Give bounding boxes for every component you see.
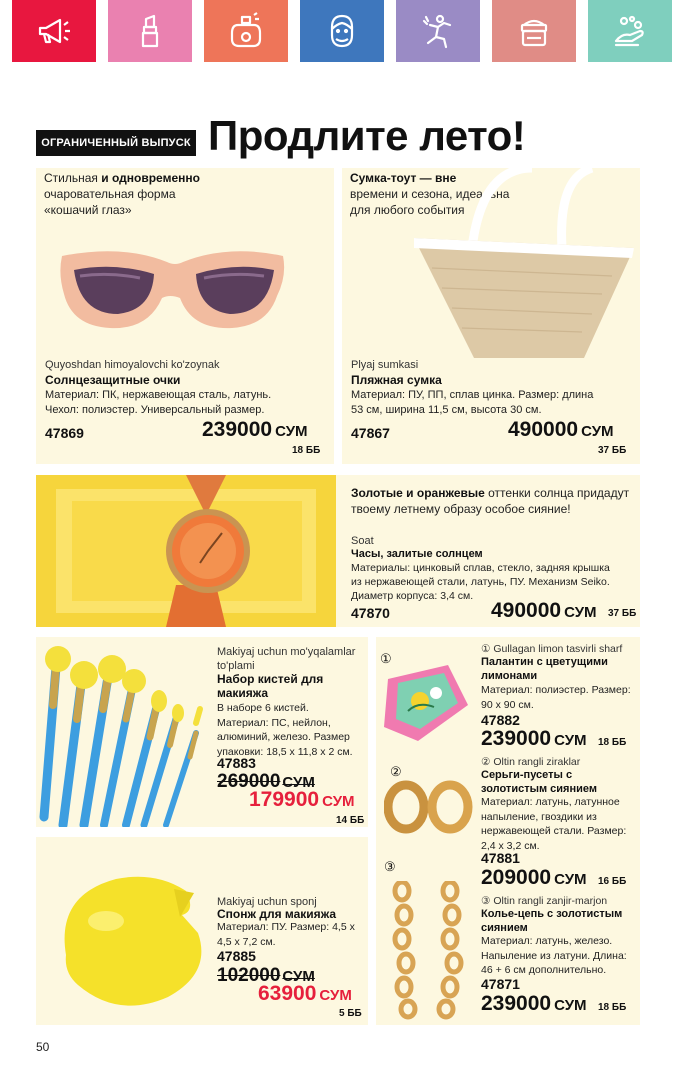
product-desc: Материал: латунь, латунное напыление, гвоздики из нержавеющей стали. Размер: 2,4 х 3,2 см. bbox=[481, 796, 627, 852]
product-local-name: Quyoshdan himoyalovchi ko'zoynak bbox=[45, 359, 220, 371]
wellness-figure-icon bbox=[418, 11, 458, 51]
cream-jar-icon bbox=[514, 11, 554, 51]
tab-makeup[interactable] bbox=[108, 0, 192, 62]
product-name: Набор кистей для макияжа bbox=[217, 672, 324, 700]
product-code: 47869 bbox=[45, 425, 84, 441]
tab-wellness[interactable] bbox=[396, 0, 480, 62]
product-local-name: Makiyaj uchun mo'yqalamlar to'plami bbox=[217, 646, 356, 672]
megaphone-icon bbox=[34, 11, 74, 51]
item-marker: ③ bbox=[384, 859, 396, 874]
product-points: 5 ББ bbox=[339, 1008, 362, 1019]
product-card-watch[interactable] bbox=[36, 475, 640, 627]
product-points: 37 ББ bbox=[598, 445, 627, 456]
page-title: Продлите лето! bbox=[208, 112, 526, 159]
watch-illustration bbox=[36, 475, 336, 627]
product-card-sunglasses[interactable] bbox=[36, 168, 334, 464]
earrings-image bbox=[384, 779, 474, 839]
product-card-beach-bag[interactable] bbox=[342, 168, 640, 464]
product-code: 47885 bbox=[217, 948, 256, 964]
product-points: 37 ББ bbox=[608, 608, 637, 619]
category-tabs bbox=[0, 0, 684, 62]
product-code: 47881 bbox=[481, 850, 520, 866]
product-desc: Материал: ПУ. Размер: 4,5 х 4,5 х 7,2 см. bbox=[217, 921, 355, 948]
product-old-price: 269000 СУМ bbox=[217, 771, 315, 792]
product-points: 16 ББ bbox=[598, 876, 627, 887]
item-marker: ② bbox=[390, 764, 402, 779]
tab-men[interactable] bbox=[300, 0, 384, 62]
promo-text: Сумка-тоут — вне времени и сезона, идеальна для любого события bbox=[350, 171, 510, 217]
product-name: Палантин с цветущими лимонами bbox=[481, 656, 608, 682]
product-local-name: Plyaj sumkasi bbox=[351, 359, 419, 371]
product-price: 239000 СУМ bbox=[202, 418, 308, 441]
product-local-name: ③ Oltin rangli zanjir-marjon bbox=[481, 895, 608, 907]
brush-set-image bbox=[36, 637, 214, 827]
product-name: Спонж для макияжа bbox=[217, 907, 337, 921]
product-local-name: Soat bbox=[351, 535, 374, 547]
product-price: 239000 СУМ bbox=[481, 727, 587, 750]
product-card-brush-set[interactable] bbox=[36, 637, 368, 827]
product-code: 47870 bbox=[351, 605, 390, 621]
sunglasses-image bbox=[56, 238, 286, 348]
product-old-price: 102000 СУМ bbox=[217, 965, 315, 986]
product-sale-price: 179900 СУМ bbox=[249, 788, 355, 811]
product-desc: Материал: полиэстер. Размер: 90 х 90 см. bbox=[481, 684, 631, 711]
lipstick-icon bbox=[130, 11, 170, 51]
product-sale-price: 63900 СУМ bbox=[258, 982, 352, 1005]
product-code: 47882 bbox=[481, 712, 520, 728]
product-code: 47883 bbox=[217, 755, 256, 771]
product-name: Колье-цепь с золотистым сиянием bbox=[481, 908, 623, 934]
perfume-icon bbox=[226, 11, 266, 51]
limited-edition-badge: ОГРАНИЧЕННЫЙ ВЫПУСК bbox=[36, 130, 196, 156]
product-points: 18 ББ bbox=[598, 737, 627, 748]
tab-fragrance[interactable] bbox=[204, 0, 288, 62]
tab-personal-care[interactable] bbox=[588, 0, 672, 62]
product-name: Пляжная сумка bbox=[351, 373, 442, 387]
hand-wash-icon bbox=[610, 11, 650, 51]
page-number: 50 bbox=[36, 1040, 50, 1054]
product-desc: Материал: ПК, нержавеющая сталь, латунь. Чехол: полиэстер. Универсальный размер. bbox=[45, 389, 272, 416]
watch-image bbox=[36, 475, 336, 627]
product-local-name: ① Gullagan limon tasvirli sharf bbox=[481, 643, 623, 655]
product-local-name: Makiyaj uchun sponj bbox=[217, 896, 317, 908]
product-desc: Материалы: цинковый сплав, стекло, задняя крышка из нержавеющей стали, латунь, ПУ. Механизм Seiko. Диаметр корпуса: 3,4 см. bbox=[351, 562, 610, 602]
item-marker: ① bbox=[380, 651, 392, 666]
product-price: 490000 СУМ bbox=[508, 418, 614, 441]
product-desc: Материал: латунь, железо. Напыление из латуни. Длина: 46 + 6 см дополнительно. bbox=[481, 935, 627, 976]
product-points: 18 ББ bbox=[292, 445, 321, 456]
man-face-icon bbox=[322, 11, 362, 51]
product-points: 18 ББ bbox=[598, 1002, 627, 1013]
scarf-image bbox=[380, 659, 474, 745]
product-price: 209000 СУМ bbox=[481, 866, 587, 889]
sponge-image bbox=[46, 865, 216, 1015]
product-name: Серьги-пусеты с золотистым сиянием bbox=[481, 769, 597, 795]
product-price: 490000 СУМ bbox=[491, 599, 597, 622]
product-code: 47871 bbox=[481, 976, 520, 992]
product-local-name: ② Oltin rangli ziraklar bbox=[481, 756, 581, 768]
product-card-accessories[interactable] bbox=[376, 637, 640, 1025]
product-name: Солнцезащитные очки bbox=[45, 373, 181, 387]
tab-skincare[interactable] bbox=[492, 0, 576, 62]
product-card-sponge[interactable] bbox=[36, 837, 368, 1025]
promo-text: Золотые и оранжевые оттенки солнца придадут твоему летнему образу особое сияние! bbox=[351, 486, 630, 516]
product-desc: В наборе 6 кистей. Материал: ПС, нейлон, алюминий, железо. Размер упаковки: 18,5 х 11,8 х 2 см. bbox=[217, 702, 353, 758]
product-desc: Материал: ПУ, ПП, сплав цинка. Размер: длина 53 см, ширина 11,5 см, высота 30 см. bbox=[351, 389, 594, 416]
product-points: 14 ББ bbox=[336, 815, 365, 826]
beach-bag-image bbox=[412, 168, 640, 368]
necklace-image bbox=[390, 881, 474, 1021]
promo-text: Стильная и одновременно очаровательная форма «кошачий глаз» bbox=[44, 171, 200, 217]
product-name: Часы, залитые солнцем bbox=[351, 548, 483, 560]
product-price: 239000 СУМ bbox=[481, 992, 587, 1015]
tab-megaphone[interactable] bbox=[12, 0, 96, 62]
product-code: 47867 bbox=[351, 425, 390, 441]
